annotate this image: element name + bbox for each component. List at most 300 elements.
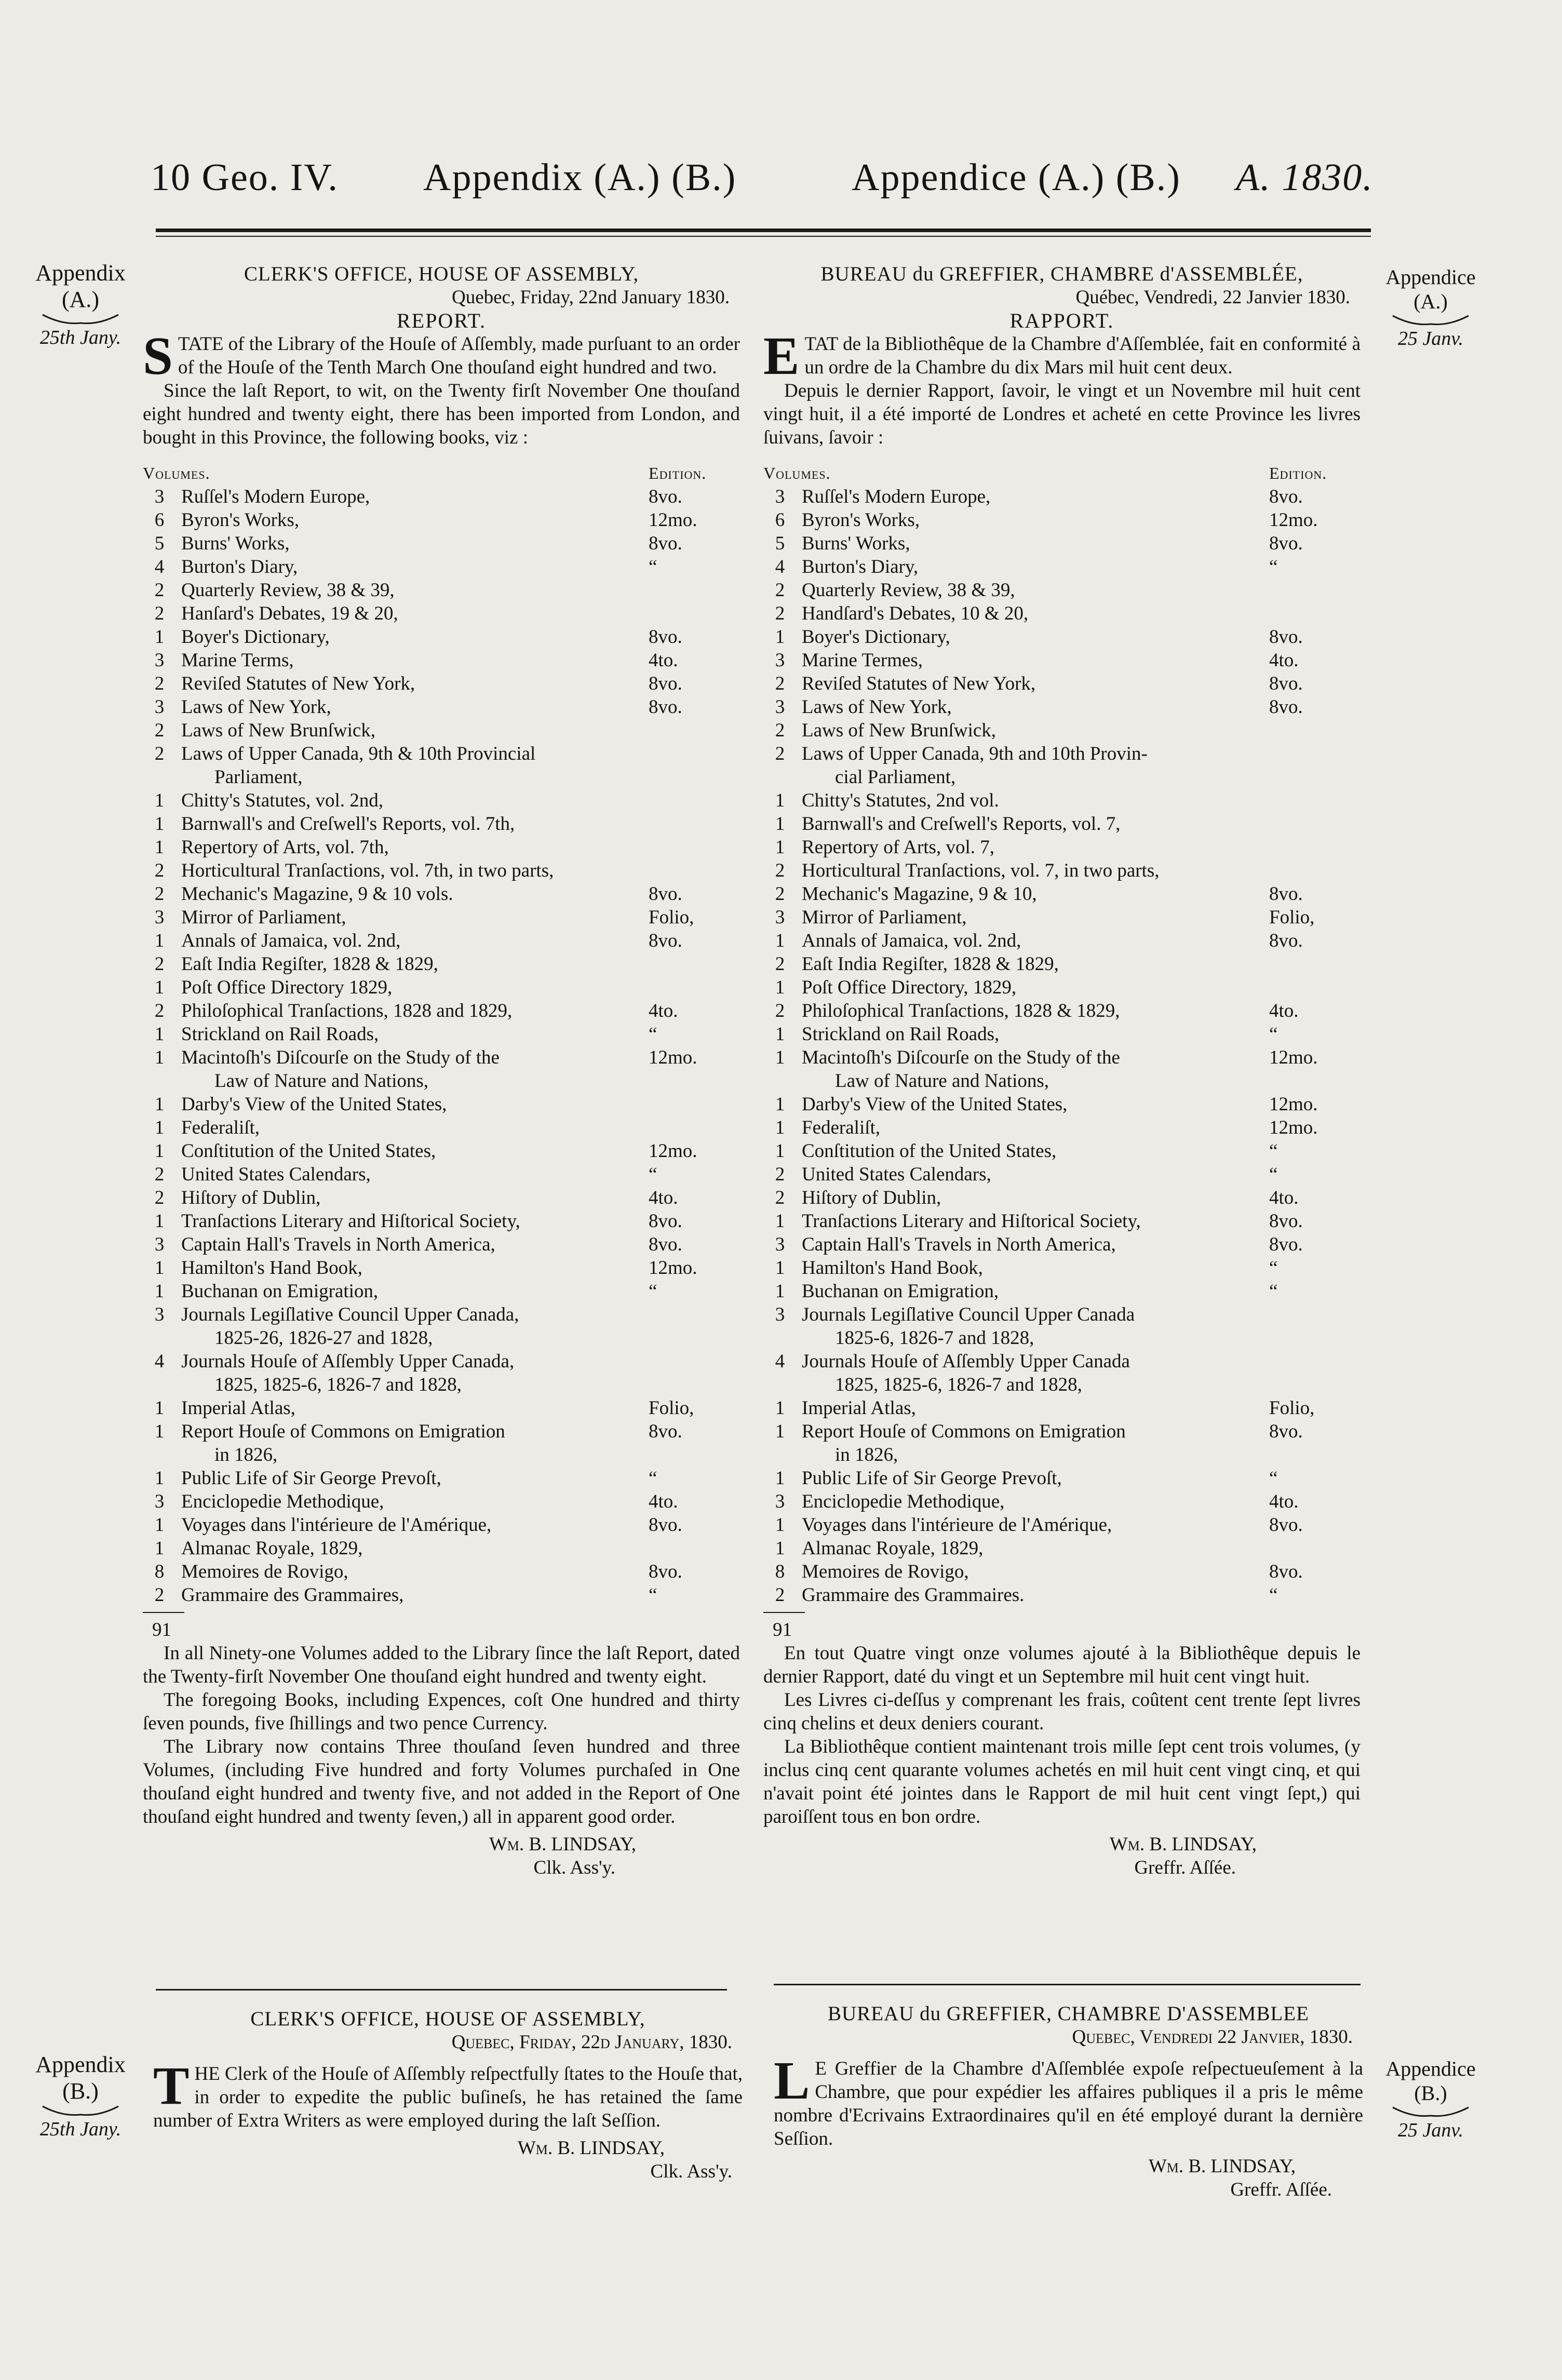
book-edition: 8vo. — [1269, 626, 1303, 648]
book-quantity: 8 — [775, 1561, 785, 1582]
book-quantity: 1 — [154, 1421, 165, 1442]
book-row — [763, 952, 1361, 976]
book-title-cell — [797, 1513, 1269, 1537]
margin-letter: (B.) — [1414, 2081, 1447, 2105]
book-quantity: 4 — [775, 1351, 785, 1372]
book-edition — [1269, 812, 1361, 836]
book-title: Strickland on Rail Roads, — [181, 1024, 379, 1045]
book-title: Laws of New York, — [802, 696, 952, 718]
report-title: RAPPORT. — [1009, 309, 1114, 332]
book-title: Buchanan on Emigration, — [802, 1281, 999, 1302]
intro-text: TATE of the Library of the Houſe of Aſſembly, made purſuant to an order of the Houſe of the Tenth March One thouſand eight hundred and two. — [178, 333, 740, 378]
book-row — [763, 1560, 1361, 1583]
summary-cost: Les Livres ci-deſſus y comprenant les frais, coûtent cent trente ſept livres cinq chelins et deux deniers courant. — [763, 1689, 1361, 1734]
book-title: Handſard's Debates, 10 & 20, — [802, 603, 1029, 624]
margin-note-right-b — [1371, 2056, 1490, 2142]
book-quantity: 3 — [775, 1491, 785, 1512]
book-row — [763, 859, 1361, 882]
book-title-cell — [797, 1186, 1269, 1209]
book-quantity: 3 — [775, 1234, 785, 1255]
signature-title: Clk. Ass'y. — [533, 1857, 615, 1878]
book-title-cell — [797, 1116, 1269, 1139]
book-title-cell — [797, 625, 1269, 649]
book-quantity: 1 — [775, 1117, 785, 1138]
book-edition: 8vo. — [1269, 1514, 1303, 1536]
book-row — [143, 1163, 740, 1186]
book-edition: 8vo. — [1269, 486, 1303, 507]
office-heading: BUREAU du GREFFIER, CHAMBRE d'ASSEMBLÉE, — [820, 263, 1303, 285]
book-edition: 8vo. — [649, 930, 682, 951]
book-edition: 8vo. — [1269, 1561, 1303, 1582]
book-edition — [649, 1537, 740, 1560]
book-edition: 4to. — [649, 1491, 678, 1512]
book-title-cell — [176, 672, 649, 695]
book-title-cell — [797, 485, 1269, 508]
book-title-cell — [176, 1139, 649, 1163]
book-row — [143, 1023, 740, 1046]
header-year: A. 1830. — [1236, 156, 1374, 199]
book-quantity: 1 — [154, 1140, 165, 1162]
book-edition: “ — [649, 1164, 657, 1185]
book-row — [763, 976, 1361, 999]
book-edition: 8vo. — [649, 486, 682, 507]
book-row — [143, 1583, 740, 1607]
book-quantity: 3 — [154, 907, 165, 928]
report-a-english — [143, 262, 740, 1879]
book-edition: 8vo. — [649, 1421, 682, 1442]
book-title-cell — [797, 719, 1269, 742]
book-row — [143, 485, 740, 508]
book-quantity: 2 — [775, 883, 785, 905]
book-edition: 8vo. — [1269, 533, 1303, 554]
book-row — [763, 695, 1361, 719]
book-row — [143, 859, 740, 882]
book-edition: 4to. — [1269, 650, 1299, 671]
book-title: Chitty's Statutes, 2nd vol. — [802, 790, 999, 811]
book-quantity: 2 — [775, 1000, 785, 1021]
book-title: Philoſophical Tranſactions, 1828 and 1829, — [181, 1000, 513, 1021]
book-edition — [649, 952, 740, 976]
book-quantity: 6 — [775, 509, 785, 531]
book-title-cell — [176, 1560, 649, 1583]
book-title-cell — [797, 882, 1269, 906]
book-title-cell — [797, 859, 1269, 882]
book-title-cell — [797, 1233, 1269, 1256]
second-paragraph: Depuis le dernier Rapport, ſavoir, le vingt et un Novembre mil huit cent vingt huit, il a été importé de Londres et acheté en cette Province les livres ſuivans, ſavoir : — [763, 380, 1361, 448]
book-quantity: 1 — [154, 1514, 165, 1536]
book-row — [763, 1233, 1361, 1256]
book-quantity: 1 — [775, 1468, 785, 1489]
book-edition: 8vo. — [1269, 673, 1303, 694]
book-edition: 8vo. — [649, 626, 682, 648]
book-title: Tranſactions Literary and Hiſtorical Society, — [181, 1211, 520, 1232]
book-title-cell — [797, 1537, 1269, 1560]
book-quantity: 1 — [775, 1514, 785, 1536]
book-title-continuation: Law of Nature and Nations, — [214, 1070, 429, 1092]
book-quantity: 2 — [154, 953, 165, 975]
margin-note-left-b — [21, 2051, 140, 2141]
book-edition: 4to. — [649, 1000, 678, 1021]
book-title-cell — [176, 1233, 649, 1256]
book-row — [143, 1513, 740, 1537]
book-title-cell — [176, 1303, 649, 1350]
book-edition — [1269, 952, 1361, 976]
book-title-cell — [797, 1256, 1269, 1280]
book-row — [763, 882, 1361, 906]
book-edition: 12mo. — [1269, 1047, 1318, 1068]
book-title-continuation: Parliament, — [214, 767, 303, 788]
book-quantity: 2 — [775, 1187, 785, 1208]
book-row — [143, 742, 740, 789]
book-quantity: 3 — [775, 1304, 785, 1325]
book-row — [763, 1513, 1361, 1537]
book-title: Darby's View of the United States, — [181, 1094, 447, 1115]
book-row — [143, 1396, 740, 1420]
drop-cap: L — [774, 2051, 810, 2110]
book-title-cell — [176, 1093, 649, 1116]
book-edition: 4to. — [649, 1187, 678, 1208]
book-title-cell — [176, 929, 649, 952]
book-quantity: 2 — [154, 1584, 165, 1606]
book-title-cell — [797, 929, 1269, 952]
book-title: Eaſt India Regiſter, 1828 & 1829, — [802, 953, 1059, 975]
margin-label: Appendix — [35, 260, 126, 286]
book-quantity: 1 — [775, 813, 785, 835]
book-quantity: 6 — [154, 509, 165, 531]
book-edition: 8vo. — [1269, 1234, 1303, 1255]
book-row — [143, 812, 740, 836]
book-title: Reviſed Statutes of New York, — [181, 673, 415, 694]
book-title-cell — [176, 836, 649, 859]
book-title-cell — [797, 1490, 1269, 1513]
book-row — [143, 1046, 740, 1093]
book-quantity: 4 — [775, 556, 785, 577]
book-edition: “ — [1269, 556, 1278, 577]
total-rule — [143, 1612, 184, 1613]
total-rule — [763, 1612, 805, 1613]
book-quantity: 1 — [154, 1397, 165, 1419]
book-row — [143, 1186, 740, 1209]
brace-icon — [1392, 314, 1470, 327]
book-quantity: 1 — [775, 1047, 785, 1068]
book-row — [143, 1209, 740, 1233]
book-title: Grammaire des Grammaires, — [181, 1584, 404, 1606]
book-title: Ruſſel's Modern Europe, — [802, 486, 991, 507]
book-title-cell — [176, 1209, 649, 1233]
book-edition: “ — [649, 1468, 657, 1489]
book-title: Public Life of Sir George Prevoſt, — [802, 1468, 1062, 1489]
book-title: Laws of New York, — [181, 696, 331, 718]
book-edition: 4to. — [1269, 1000, 1299, 1021]
margin-date: 25th Jany. — [39, 327, 122, 348]
book-edition — [1269, 742, 1361, 789]
book-title-cell — [797, 952, 1269, 976]
book-edition: 8vo. — [649, 1234, 682, 1255]
book-row — [143, 1233, 740, 1256]
book-quantity: 2 — [775, 953, 785, 975]
book-title-cell — [176, 812, 649, 836]
book-edition: Folio, — [1269, 1397, 1315, 1419]
book-row — [763, 1303, 1361, 1350]
book-edition: “ — [649, 1584, 657, 1606]
book-edition: “ — [1269, 1281, 1278, 1302]
header-session: 10 Geo. IV. — [151, 156, 339, 199]
book-title-cell — [176, 1396, 649, 1420]
book-edition: 8vo. — [649, 1211, 682, 1232]
book-row — [143, 1139, 740, 1163]
book-title-cell — [797, 672, 1269, 695]
book-title-cell — [797, 695, 1269, 719]
book-edition: “ — [649, 1281, 657, 1302]
book-title-cell — [797, 532, 1269, 555]
report-a-french — [763, 262, 1361, 1879]
book-edition — [1269, 719, 1361, 742]
book-row — [763, 1420, 1361, 1467]
header-title-fr: Appendice (A.) (B.) — [852, 156, 1181, 199]
drop-cap: E — [763, 326, 800, 386]
book-title-cell — [797, 1396, 1269, 1420]
book-title: Byron's Works, — [802, 509, 920, 531]
book-title: Hamilton's Hand Book, — [802, 1257, 983, 1279]
book-row — [763, 555, 1361, 579]
book-quantity: 2 — [775, 860, 785, 881]
book-title-cell — [176, 532, 649, 555]
book-title: Barnwall's and Creſwell's Reports, vol. 7th, — [181, 813, 515, 835]
book-edition — [649, 1093, 740, 1116]
section-rule-right — [774, 1984, 1361, 1985]
book-edition — [649, 602, 740, 625]
book-title: Voyages dans l'intérieure de l'Amérique, — [181, 1514, 492, 1536]
book-quantity: 3 — [775, 696, 785, 718]
book-title: Boyer's Dictionary, — [802, 626, 950, 648]
margin-date: 25 Janv. — [1398, 2119, 1463, 2141]
column-headings — [143, 462, 740, 485]
book-title-cell — [176, 1420, 649, 1467]
office-heading: CLERK'S OFFICE, HOUSE OF ASSEMBLY, — [244, 263, 639, 285]
signature-title: Greffr. Aſſée. — [1134, 1857, 1236, 1878]
total-volumes: 91 — [773, 1619, 792, 1641]
book-row — [143, 555, 740, 579]
book-title-continuation: in 1826, — [214, 1444, 278, 1465]
book-quantity: 3 — [154, 1234, 165, 1255]
book-title-cell — [176, 695, 649, 719]
margin-date: 25th Jany. — [39, 2118, 122, 2140]
book-row — [763, 1023, 1361, 1046]
book-title-cell — [176, 579, 649, 602]
intro-paragraph — [763, 326, 1361, 386]
signature-title: Clk. Ass'y. — [650, 2161, 732, 2182]
book-edition: 8vo. — [1269, 1211, 1303, 1232]
book-title: United States Calendars, — [181, 1164, 371, 1185]
book-title-cell — [176, 1116, 649, 1139]
book-row — [763, 1350, 1361, 1396]
book-quantity: 1 — [154, 790, 165, 811]
report-b-english — [153, 2007, 743, 2183]
book-row — [763, 906, 1361, 929]
book-edition: 8vo. — [649, 673, 682, 694]
book-quantity: 1 — [154, 977, 165, 998]
book-title-cell — [176, 649, 649, 672]
statement-text: E Greffier de la Chambre d'Aſſemblée expoſe reſpectueuſement à la Chambre, que pour expédier les affaires publiques il a pris le même nombre d'Ecrivains Extraordinaires qu'il en été employé durant la dernière Seſſion. — [774, 2058, 1363, 2149]
book-title: Laws of Upper Canada, 9th & 10th Provincial — [181, 743, 536, 764]
book-edition: 8vo. — [649, 883, 682, 905]
book-title: Chitty's Statutes, vol. 2nd, — [181, 790, 384, 811]
book-quantity: 3 — [775, 650, 785, 671]
book-title: United States Calendars, — [802, 1164, 991, 1185]
header-rule-thin — [156, 236, 1371, 237]
book-row — [763, 649, 1361, 672]
book-title: Macintoſh's Diſcourſe on the Study of the — [181, 1047, 500, 1068]
second-paragraph: Since the laſt Report, to wit, on the Twenty firſt November One thouſand eight hundred and twenty eight, there has been imported from London, and bought in this Province, the following books, viz : — [143, 380, 740, 448]
book-quantity: 2 — [154, 860, 165, 881]
book-quantity: 3 — [154, 1491, 165, 1512]
book-row — [763, 742, 1361, 789]
book-quantity: 1 — [775, 837, 785, 858]
book-title-cell — [176, 789, 649, 812]
book-quantity: 2 — [775, 673, 785, 694]
book-row — [763, 1093, 1361, 1116]
book-title: Horticultural Tranſactions, vol. 7, in two parts, — [802, 860, 1160, 881]
book-row — [143, 695, 740, 719]
book-row — [143, 1116, 740, 1139]
book-title: Report Houſe of Commons on Emigration — [181, 1421, 505, 1442]
book-edition: 8vo. — [649, 533, 682, 554]
book-title-cell — [797, 1560, 1269, 1583]
summary-cost: The foregoing Books, including Expences, coſt One hundred and thirty ſeven pounds, five ſhillings and two pence Currency. — [143, 1689, 740, 1734]
book-quantity: 2 — [775, 1164, 785, 1185]
book-quantity: 3 — [154, 696, 165, 718]
book-row — [763, 1209, 1361, 1233]
book-title-cell — [176, 1537, 649, 1560]
book-row — [143, 625, 740, 649]
book-row — [763, 1116, 1361, 1139]
book-title: Philoſophical Tranſactions, 1828 & 1829, — [802, 1000, 1120, 1021]
book-title: Hiſtory of Dublin, — [181, 1187, 321, 1208]
book-title-cell — [176, 1163, 649, 1186]
book-quantity: 2 — [154, 580, 165, 601]
book-row — [763, 579, 1361, 602]
book-edition — [1269, 836, 1361, 859]
book-title: Journals Legiſlative Council Upper Canada — [802, 1304, 1135, 1325]
book-title-cell — [176, 906, 649, 929]
dateline: Quebec, Vendredi 22 Janvier, 1830. — [1072, 2026, 1353, 2048]
book-quantity: 2 — [154, 1000, 165, 1021]
book-title-cell — [176, 508, 649, 532]
drop-cap: S — [143, 326, 173, 386]
book-row — [143, 999, 740, 1023]
book-quantity: 2 — [154, 1187, 165, 1208]
book-row — [143, 532, 740, 555]
book-title-cell — [797, 999, 1269, 1023]
book-quantity: 1 — [154, 1024, 165, 1045]
book-title: Conſtitution of the United States, — [802, 1140, 1057, 1162]
book-quantity: 1 — [775, 1397, 785, 1419]
book-title-cell — [176, 1256, 649, 1280]
book-quantity: 2 — [154, 720, 165, 741]
intro-paragraph — [143, 326, 740, 386]
book-quantity: 1 — [154, 930, 165, 951]
book-edition: 12mo. — [1269, 509, 1318, 531]
book-quantity: 1 — [775, 1094, 785, 1115]
book-edition: “ — [1269, 1257, 1278, 1279]
book-row — [143, 1280, 740, 1303]
book-row — [143, 929, 740, 952]
book-row — [763, 532, 1361, 555]
margin-label: Appendix — [35, 2052, 126, 2077]
book-quantity: 2 — [775, 1584, 785, 1606]
book-title: Mechanic's Magazine, 9 & 10 vols. — [181, 883, 453, 905]
book-title-cell — [176, 1583, 649, 1607]
book-title: Ruſſel's Modern Europe, — [181, 486, 370, 507]
book-title: Journals Houſe of Aſſembly Upper Canada, — [181, 1351, 515, 1372]
book-title: Annals of Jamaica, vol. 2nd, — [181, 930, 401, 951]
book-edition — [649, 1350, 740, 1396]
book-row — [763, 1583, 1361, 1607]
signature-title: Greffr. Aſſée. — [1230, 2179, 1332, 2200]
book-edition — [649, 859, 740, 882]
book-row — [763, 602, 1361, 625]
book-row — [763, 812, 1361, 836]
drop-cap: T — [153, 2056, 190, 2116]
summary-added: In all Ninety-one Volumes added to the Library ſince the laſt Report, dated the Twenty-firſt November One thouſand eight hundred and twenty eight. — [143, 1643, 740, 1687]
book-edition — [649, 742, 740, 789]
book-row — [763, 789, 1361, 812]
book-title: Buchanan on Emigration, — [181, 1281, 379, 1302]
book-row — [763, 625, 1361, 649]
book-quantity: 1 — [775, 790, 785, 811]
book-title: Burns' Works, — [802, 533, 910, 554]
signature-name: Wm. B. LINDSAY, — [1109, 1834, 1257, 1855]
book-edition: Folio, — [1269, 907, 1315, 928]
column-headings — [763, 462, 1361, 485]
book-title-cell — [797, 742, 1269, 789]
book-title: Repertory of Arts, vol. 7th, — [181, 837, 389, 858]
book-edition — [649, 719, 740, 742]
margin-note-right-a — [1371, 265, 1490, 350]
book-title: Annals of Jamaica, vol. 2nd, — [802, 930, 1021, 951]
book-edition: 12mo. — [649, 509, 697, 531]
book-edition: 8vo. — [1269, 930, 1303, 951]
book-title-cell — [176, 1023, 649, 1046]
edition-heading: Edition. — [1269, 464, 1327, 482]
book-edition: 4to. — [1269, 1187, 1299, 1208]
book-quantity: 8 — [154, 1561, 165, 1582]
edition-heading: Edition. — [649, 464, 707, 482]
book-title: Repertory of Arts, vol. 7, — [802, 837, 994, 858]
book-row — [763, 1256, 1361, 1280]
book-row — [143, 976, 740, 999]
book-row — [143, 602, 740, 625]
book-title: Byron's Works, — [181, 509, 300, 531]
book-edition — [649, 812, 740, 836]
dateline: Quebec, Friday, 22d January, 1830. — [451, 2032, 732, 2053]
book-title-cell — [176, 1046, 649, 1093]
book-row — [763, 508, 1361, 532]
book-title-cell — [176, 882, 649, 906]
book-title: Almanac Royale, 1829, — [802, 1538, 984, 1559]
book-title-cell — [797, 1093, 1269, 1116]
book-quantity: 2 — [775, 720, 785, 741]
book-title: Hanſard's Debates, 19 & 20, — [181, 603, 398, 624]
book-edition: 12mo. — [649, 1257, 697, 1279]
book-row — [143, 1467, 740, 1490]
book-title: Enciclopedie Methodique, — [802, 1491, 1005, 1512]
book-title: Grammaire des Grammaires. — [802, 1584, 1025, 1606]
book-title-continuation: Law of Nature and Nations, — [835, 1070, 1049, 1092]
book-title-cell — [176, 976, 649, 999]
total-volumes: 91 — [152, 1619, 171, 1641]
book-title: Mirror of Parliament, — [181, 907, 346, 928]
